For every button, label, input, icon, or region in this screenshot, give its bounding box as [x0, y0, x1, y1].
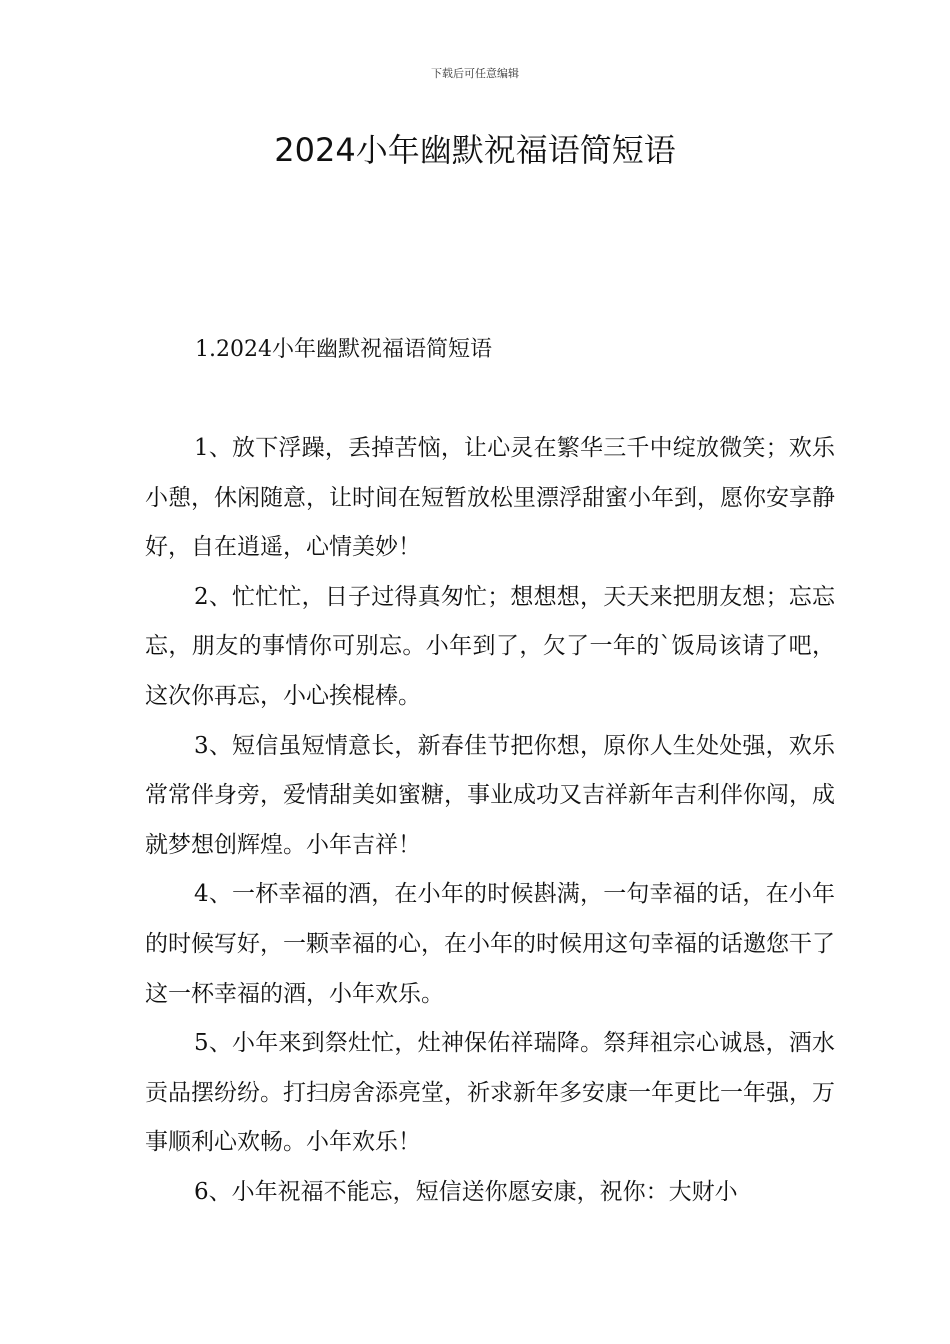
paragraph-5: 5、小年来到祭灶忙，灶神保佑祥瑞降。祭拜祖宗心诚恳，酒水贡品摆纷纷。打扫房舍添亮堂，祈求新年多安康一年更比一年强，万事顺利心欢畅。小年欢乐！ [145, 1030, 835, 1156]
document-body [145, 424, 835, 1218]
paragraph-1: 1、放下浮躁，丢掉苦恼，让心灵在繁华三千中绽放微笑；欢乐小憩，休闲随意，让时间在短暂放松里漂浮甜蜜小年到，愿你安享静好，自在逍遥，心情美妙！ [145, 435, 835, 561]
paragraph-4: 4、一杯幸福的酒，在小年的时候斟满，一句幸福的话，在小年的时候写好，一颗幸福的心，在小年的时候用这句幸福的话邀您干了这一杯幸福的酒，小年欢乐。 [145, 881, 835, 1007]
document-title: 2024小年幽默祝福语简短语 [274, 131, 676, 169]
paragraph-3: 3、短信虽短情意长，新春佳节把你想，原你人生处处强，欢乐常常伴身旁，爱情甜美如蜜糖，事业成功又吉祥新年吉利伴你闯，成就梦想创辉煌。小年吉祥！ [145, 732, 835, 858]
paragraph-2: 2、忙忙忙，日子过得真匆忙；想想想，天天来把朋友想；忘忘忘，朋友的事情你可别忘。小年到了，欠了一年的`饭局该请了吧，这次你再忘，小心挨棍棒。 [145, 583, 835, 709]
section-heading: 1.2024小年幽默祝福语简短语 [195, 337, 492, 362]
paragraph-6: 6、小年祝福不能忘，短信送你愿安康，祝你：大财小 [194, 1178, 738, 1205]
header-note: 下载后可任意编辑 [431, 67, 519, 80]
